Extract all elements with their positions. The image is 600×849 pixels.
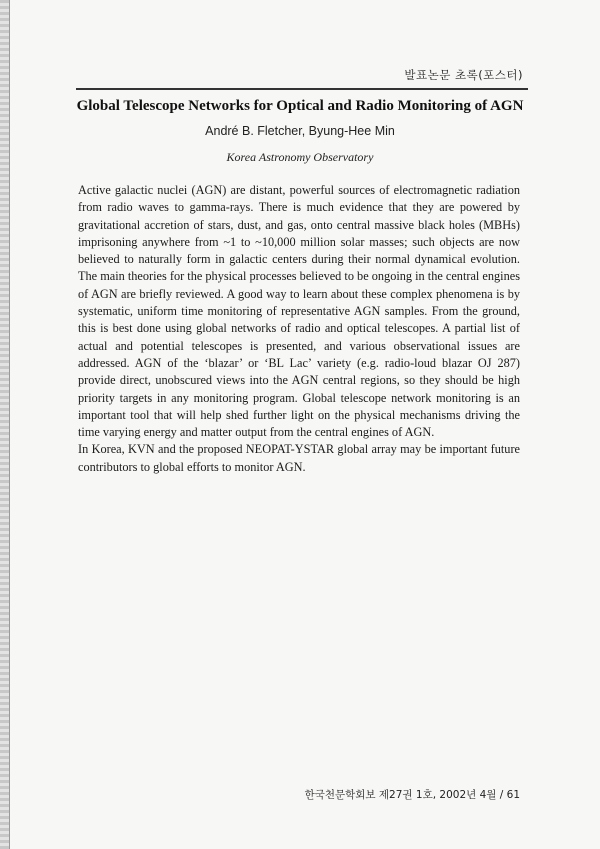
abstract-paragraph: Active galactic nuclei (AGN) are distant, powerful sources of electromagnetic radiation from radio waves to gamma-rays. There is much evidence that they are powered by gravitational accretion of stars, dust, and gas, onto central massive black holes (MBHs) imprisoning anywhere from ~1 to ~10,000 million solar masses; such objects are now believed to naturally form in galactic centers during their normal dynamical evolution. The main theories for the physical processes believed to be ongoing in the central engines of AGN are briefly reviewed. A good way to learn about these complex phenomena is by systematic, uniform time monitoring of representative AGN samples. From the ground, this is best done using global networks of radio and optical telescopes. A partial list of actual and potential telescopes is presented, and various observational issues are addressed. AGN of the ‘blazar’ or ‘BL Lac’ variety (e.g. radio-loud blazar OJ 287) provide direct, unobscured views into the AGN central regions, so they should be high priority targets in any monitoring program. Global telescope network monitoring is an important tool that will help shed further light on the physical mechanisms driving the time varying energy and matter output from the central engines of AGN. (78, 183, 520, 440)
journal-citation: 한국천문학회보 제27권 1호, 2002년 4월 / 61 (304, 789, 520, 801)
paper-title: Global Telescope Networks for Optical and Radio Monitoring of AGN (76, 98, 524, 114)
abstract-body (78, 182, 520, 476)
header-rule (76, 88, 528, 90)
abstract-paragraph: In Korea, KVN and the proposed NEOPAT-YSTAR global array may be important future contributors to global efforts to monitor AGN. (78, 442, 520, 474)
section-label: 발표논문 초록(포스터) (404, 68, 523, 82)
paper-affiliation: Korea Astronomy Observatory (226, 150, 374, 164)
paper-authors: André B. Fletcher, Byung-Hee Min (205, 124, 395, 138)
